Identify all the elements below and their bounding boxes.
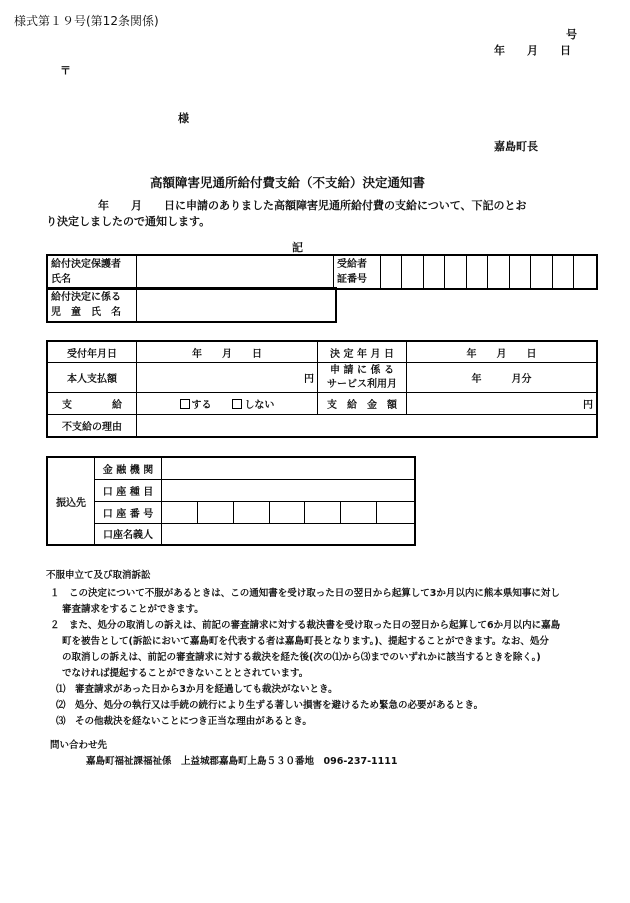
received-date-value[interactable]: 年 月 日 <box>137 341 318 363</box>
service-month-value[interactable]: 年 月分 <box>407 363 598 393</box>
transfer-label: 振込先 <box>47 457 95 545</box>
service-month-label: 申 請 に 係 る サービス利用月 <box>318 363 407 393</box>
decision-date-value[interactable]: 年 月 日 <box>407 341 598 363</box>
cert-digit-cell[interactable] <box>531 255 552 289</box>
intro-line-2: り決定しましたので通知します。 <box>46 215 211 228</box>
cert-digit-cell[interactable] <box>381 255 402 289</box>
pay-label: 支 給 <box>47 393 137 415</box>
payment-amount-label: 本人支払額 <box>47 363 137 393</box>
date-line: 年 月 日 <box>494 44 571 57</box>
cert-digit-cell[interactable] <box>574 255 597 289</box>
recipient-suffix: 様 <box>178 112 189 125</box>
account-digit-cell[interactable] <box>162 501 198 523</box>
cert-digit-cell[interactable] <box>423 255 444 289</box>
pay-yes-checkbox[interactable] <box>180 399 190 409</box>
payment-amount-field[interactable]: 円 <box>137 363 318 393</box>
appeal-heading: 不服申立て及び取消訴訟 <box>46 570 151 581</box>
cert-digit-cell[interactable] <box>488 255 509 289</box>
account-number-label: 口 座 番 号 <box>95 501 162 523</box>
account-digit-cell[interactable] <box>305 501 341 523</box>
child-name-field[interactable] <box>137 288 337 322</box>
account-digit-cell[interactable] <box>233 501 269 523</box>
account-digit-cell[interactable] <box>377 501 415 523</box>
appeal-line: ⑵ 処分、処分の執行又は手続の続行により生ずる著しい損害を避けるため緊急の必要があるとき。 <box>56 700 484 711</box>
account-type-field[interactable] <box>162 479 416 501</box>
recipient-table <box>46 254 598 290</box>
page-title: 高額障害児通所給付費支給（不支給）決定通知書 <box>150 175 426 190</box>
cert-digit-cell[interactable] <box>552 255 573 289</box>
bank-label: 金 融 機 関 <box>95 457 162 479</box>
account-digit-cell[interactable] <box>269 501 305 523</box>
contact-line: 嘉島町福祉課福祉係 上益城郡嘉島町上島５３０番地 096-237-1111 <box>86 756 398 767</box>
decision-table <box>46 340 598 438</box>
pay-yes-label: する <box>191 400 212 411</box>
guardian-name-field[interactable] <box>137 255 334 289</box>
appeal-line: 町を被告として(訴訟において嘉島町を代表する者は嘉島町長となります。)、提起することができます。なお、処分 <box>62 636 549 647</box>
contact-heading: 問い合わせ先 <box>50 740 108 751</box>
appeal-line: 審査請求をすることができます。 <box>62 604 204 615</box>
pay-no-checkbox[interactable] <box>232 399 242 409</box>
cert-digit-cell[interactable] <box>509 255 530 289</box>
reason-field[interactable] <box>137 415 598 437</box>
guardian-name-label: 給付決定保護者 氏名 <box>47 255 137 289</box>
account-digit-cell[interactable] <box>341 501 377 523</box>
child-name-label: 給付決定に係る 児 童 氏 名 <box>47 288 137 322</box>
postal-mark: 〒 <box>60 64 71 77</box>
intro-line-1: 年 月 日に申請のありました高額障害児通所給付費の支給について、下記のとお <box>98 199 527 212</box>
doc-number-label: 号 <box>566 28 577 41</box>
decision-date-label: 決 定 年 月 日 <box>318 341 407 363</box>
ki-label: 記 <box>292 241 303 254</box>
account-type-label: 口 座 種 目 <box>95 479 162 501</box>
account-digit-cell[interactable] <box>197 501 233 523</box>
cert-digit-cell[interactable] <box>466 255 487 289</box>
received-date-label: 受付年月日 <box>47 341 137 363</box>
child-table <box>46 287 337 323</box>
appeal-line: １ この決定について不服があるときは、この通知書を受け取った日の翌日から起算して3か月以内に熊本県知事に対し <box>50 588 560 599</box>
cert-number-label: 受給者 証番号 <box>334 255 381 289</box>
cert-digit-cell[interactable] <box>402 255 423 289</box>
appeal-line: ⑶ その他裁決を経ないことにつき正当な理由があるとき。 <box>56 716 312 727</box>
form-number: 様式第１９号(第12条関係) <box>14 14 159 28</box>
pay-no-label: しない <box>244 400 275 411</box>
account-holder-label: 口座名義人 <box>95 523 162 545</box>
issuer: 嘉島町長 <box>494 140 538 153</box>
account-holder-field[interactable] <box>162 523 416 545</box>
appeal-line: でなければ提起することができないこととされています。 <box>62 668 309 679</box>
reason-label: 不支給の理由 <box>47 415 137 437</box>
bank-field[interactable] <box>162 457 416 479</box>
appeal-line: ２ また、処分の取消しの訴えは、前記の審査請求に対する裁決書を受け取った日の翌日から起算して6か月以内に嘉島 <box>50 620 561 631</box>
pay-options <box>137 393 318 415</box>
transfer-table <box>46 456 416 546</box>
appeal-line: の取消しの訴えは、前記の審査請求に対する裁決を経た後(次の⑴から⑶までのいずれかに該当するときを除く。) <box>62 652 541 663</box>
appeal-line: ⑴ 審査請求があった日から3か月を経過しても裁決がないとき。 <box>56 684 338 695</box>
amount-field[interactable]: 円 <box>407 393 598 415</box>
cert-digit-cell[interactable] <box>445 255 466 289</box>
amount-label: 支 給 金 額 <box>318 393 407 415</box>
